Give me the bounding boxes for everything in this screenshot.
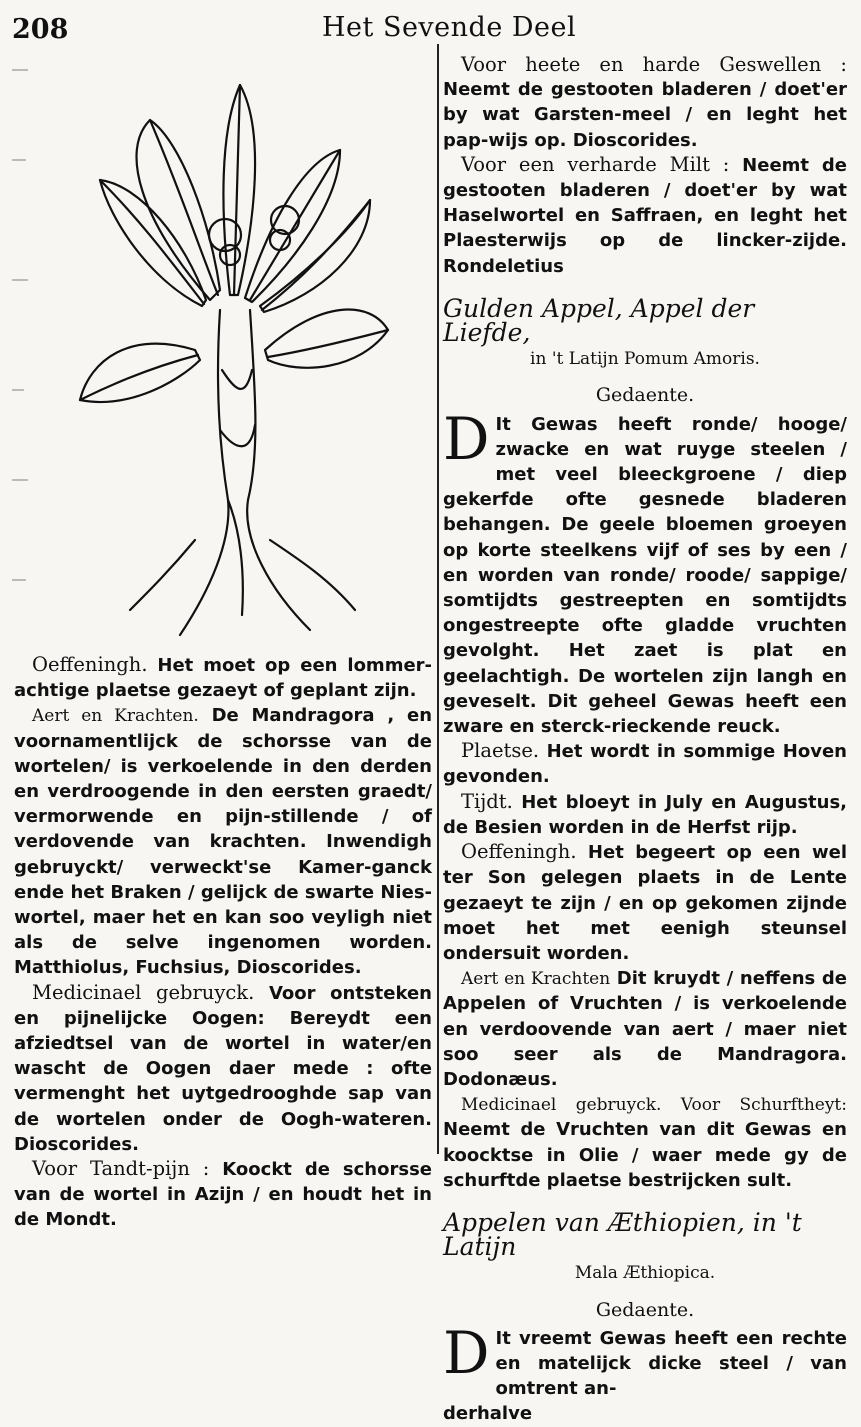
paragraph [443,53,847,153]
column-rule [437,44,439,1154]
entry-label: Oeffeningh. [461,840,577,864]
paragraph [14,981,432,1157]
entry-text: Het wordt in sommige Hoven gevonden. [443,741,847,788]
entry-label: Voor een verharde Milt : [461,152,730,176]
section-heading: Gulden Appel, Appel der Liefde, [443,293,755,348]
subsection-heading: Gedaente. [595,384,695,407]
subsection-heading: Gedaente. [595,1298,695,1321]
latin-name: in 't Latijn Pomum Amoris. [530,349,760,370]
entry-text: It vreemt Gewas heeft een rechte en matelijck dicke steel / van omtrent an- [495,1327,847,1400]
entry-text: Neemt de gestooten bladeren / doet'er by wat Haselwortel en Saffraen, en leght het Plaesterwijs op de lincker-zijde. Rondeletius [443,154,848,277]
entry-text: Dit kruydt / neffens de Appelen of Vruchten / is verkoelende en verdoovende van aert / maer niet soo seer als de Mandragora. Dodonæus. [443,968,847,1090]
paragraph [443,1092,847,1193]
bleed-through-marks [10,60,30,620]
page-number: 208 [12,14,69,45]
paragraph [443,739,847,789]
entry-text: Koockt de schorsse van de wortel in Azijn / en houdt het in de Mondt. [14,1159,432,1231]
running-title: Het Sevende Deel [322,12,577,43]
drop-cap: D [443,1318,490,1387]
entry-text: Neemt de Vruchten van dit Gewas en koocktse in Olie / waer mede gy de schurftde plaetse bestrijcken sult. [443,1119,847,1191]
entry-text: Voor ontsteken en pijnelijcke Oogen: Bereydt een afziedtsel van de wortel in water/en wascht de Oogen daer mede : ofte vermenght het uytgedrooghde sap van de wortelen onder de Oogh-wateren. Dioscorides. [14,982,432,1155]
entry-label: Voor heete en harde Geswellen : [461,53,847,76]
entry-label: Plaetse. [461,739,540,763]
paragraph [443,1318,847,1402]
entry-text: It Gewas heeft ronde/ hooge/ zwacke en wat ruyge steelen / met veel bleeckgroene / diep gekerfde ofte gesnede bladeren behangen. De geele bloemen groeyen op korte steelkens vijf of ses by een / en worden van ronde/ roode/ sappige/ somtijdts gestreepten en somtijdts ongestreepte ofte gladde vruchten gevolght. Het zaet is plat en geelachtigh. De wortelen zijn langh en geveselt. Dit geheel Gewas heeft een zware en sterck-rieckende reuck. [443,413,847,738]
left-column [14,653,432,1233]
catchword-text: derhalve [443,1403,533,1425]
paragraph [443,404,847,740]
paragraph [14,653,432,703]
right-column [443,53,847,1427]
paragraph [14,1157,432,1233]
entry-text: De Mandragora , en voornamentlijck de schorsse van de wortelen/ is verkoelende in den derden en verdroogende in den eersten graedt/ vermorwende en pijn-stillende / of verdovende van krachten. Inwendigh gebruyckt/ verweckt'se Kamer-ganck ende het Braken / gelijck de swarte Nies-wortel, maer het en kan soo veyligh niet als de selve ingenomen worden. Matthiolus, Fuchsius, Dioscorides. [14,705,433,979]
entry-label: Tijdt. [461,789,513,813]
entry-label: Medicinael gebruyck. Voor Schurftheyt: [461,1095,847,1116]
drop-cap: D [443,404,490,473]
paragraph [443,153,847,279]
catchword [443,1401,847,1426]
paragraph [443,790,847,840]
entry-label: Voor Tandt-pijn : [32,1157,210,1181]
entry-label: Medicinael gebruyck. [32,980,255,1004]
section-heading: Appelen van Æthiopien, in 't Latijn [443,1207,802,1262]
entry-text: Het bloeyt in July en Augustus, de Besien worden in de Herfst rijp. [443,791,848,838]
paragraph [443,966,847,1092]
entry-text: Het begeert op een wel ter Son gelegen plaets in de Lente gezaeyt te zijn / en op gekomen zijnde moet het met eenigh steunsel ondersuit worden. [443,842,848,964]
entry-label: Aert en Krachten [461,969,611,990]
entry-label: Oeffeningh. [32,653,148,676]
paragraph [14,703,432,980]
paragraph [443,840,847,966]
latin-name: Mala Æthiopica. [574,1263,716,1284]
mandragora-illustration [70,70,400,645]
entry-label: Aert en Krachten. [32,706,199,727]
entry-text: Het moet op een lommer-achtige plaetse gezaeyt of geplant zijn. [14,655,433,702]
entry-text: Neemt de gestooten bladeren / doet'er by wat Garsten-meel / en leght het pap-wijs op. Dioscorides. [443,79,847,151]
